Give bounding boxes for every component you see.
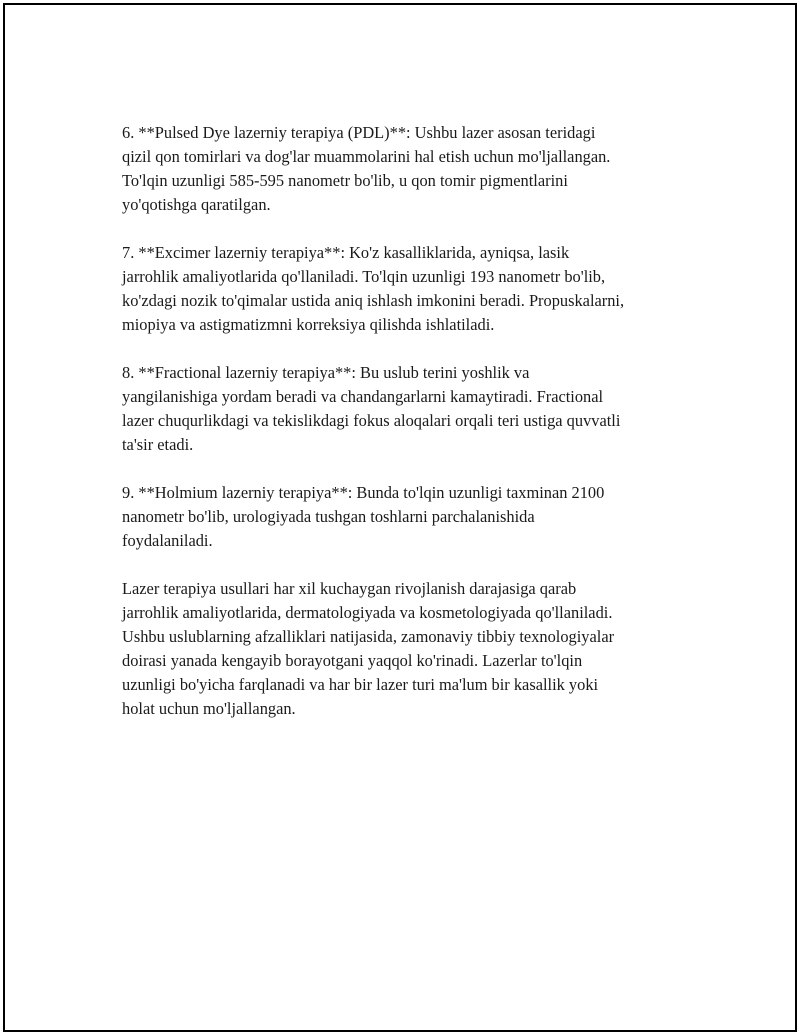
text-line: ko'zdagi nozik to'qimalar ustida aniq ishlash imkonini beradi. Propuskalarni,: [122, 291, 625, 310]
text-line: nanometr bo'lib, urologiyada tushgan toshlarni parchalanishida: [122, 507, 535, 526]
text-line: ta'sir etadi.: [122, 435, 194, 454]
text-line: jarrohlik amaliyotlarida, dermatologiyada va kosmetologiyada qo'llaniladi.: [122, 603, 613, 622]
text-line: lazer chuqurlikdagi va tekislikdagi fokus aloqalari orqali teri ustiga quvvatli: [122, 411, 621, 430]
text-line: uzunligi bo'yicha farqlanadi va har bir lazer turi ma'lum bir kasallik yoki: [122, 675, 599, 694]
paragraph-conclusion: [122, 577, 702, 721]
text-line: Lazer terapiya usullari har xil kuchaygan rivojlanish darajasiga qarab: [122, 579, 577, 598]
text-line: 6. **Pulsed Dye lazerniy terapiya (PDL)**: Ushbu lazer asosan teridagi: [122, 123, 596, 142]
text-line: To'lqin uzunligi 585-595 nanometr bo'lib, u qon tomir pigmentlarini: [122, 171, 568, 190]
text-line: 7. **Excimer lazerniy terapiya**: Ko'z kasalliklarida, ayniqsa, lasik: [122, 243, 570, 262]
document-body: [122, 121, 702, 745]
paragraph-item-7: [122, 241, 702, 337]
text-line: doirasi yanada kengayib borayotgani yaqqol ko'rinadi. Lazerlar to'lqin: [122, 651, 583, 670]
paragraph-item-6: [122, 121, 702, 217]
text-line: 9. **Holmium lazerniy terapiya**: Bunda to'lqin uzunligi taxminan 2100: [122, 483, 605, 502]
page-frame: [3, 3, 797, 1032]
text-line: 8. **Fractional lazerniy terapiya**: Bu uslub terini yoshlik va: [122, 363, 530, 382]
text-line: yangilanishiga yordam beradi va chandangarlarni kamaytiradi. Fractional: [122, 387, 604, 406]
text-line: miopiya va astigmatizmni korreksiya qilishda ishlatiladi.: [122, 315, 495, 334]
text-line: Ushbu uslublarning afzalliklari natijasida, zamonaviy tibbiy texnologiyalar: [122, 627, 615, 646]
text-line: foydalaniladi.: [122, 531, 213, 550]
text-line: holat uchun mo'ljallangan.: [122, 699, 296, 718]
paragraph-item-8: [122, 361, 702, 457]
paragraph-item-9: [122, 481, 702, 553]
text-line: yo'qotishga qaratilgan.: [122, 195, 271, 214]
text-line: qizil qon tomirlari va dog'lar muammolarini hal etish uchun mo'ljallangan.: [122, 147, 611, 166]
text-line: jarrohlik amaliyotlarida qo'llaniladi. To'lqin uzunligi 193 nanometr bo'lib,: [122, 267, 606, 286]
